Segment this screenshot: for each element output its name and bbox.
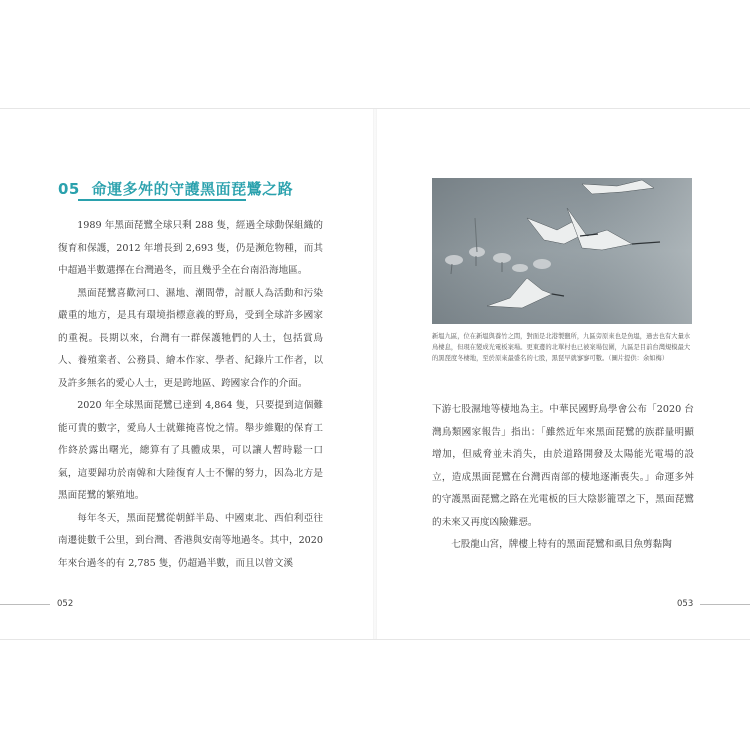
paragraph: 每年冬天，黑面琵鷺從朝鮮半島、中國東北、西伯利亞往南遷徙數千公里，到台灣、香港與安南等地過冬。其中，2020 年來台過冬的有 2,785 隻，仍超過半數，而且以曾文溪 — [58, 512, 323, 569]
left-body-text — [58, 215, 323, 575]
spoonbill-photo — [432, 178, 692, 324]
book-spread — [0, 108, 750, 640]
page-number-left: 052 — [57, 599, 74, 609]
right-body-text — [432, 399, 694, 557]
heading-underline — [78, 199, 246, 201]
paragraph: 七股龍山宮，牌樓上特有的黑面琵鷺和虱目魚剪黏陶 — [451, 539, 672, 550]
book-gutter — [373, 109, 377, 639]
paragraph: 1989 年黑面琵鷺全球只剩 288 隻，經過全球動保組織的復育和保護，2012 年增長到 2,693 隻，仍是瀕危物種，而其中超過半數選擇在台灣過冬，而且幾乎全在台南沿海地區。 — [58, 220, 323, 276]
paragraph: 下游七股濕地等棲地為主。中華民國野鳥學會公布「2020 台灣鳥類國家報告」指出：「雖然近年來黑面琵鷺的族群量明顯增加，但威脅並未消失，由於道路開發及太陽能光電場的設立，造成黑面琵鷺在台灣西南部的棲地逐漸喪失。」命運多舛的守護黑面琵鷺之路在光電板的巨大陰影籠罩之下，黑面琵鷺的未來又再度凶險難惡。 — [432, 404, 694, 528]
paragraph: 2020 年全球黑面琵鷺已達到 4,864 隻，只要提到這個難能可貴的數字，愛鳥人士就難掩喜悅之情。舉步維艱的保育工作終於露出曙光，總算有了具體成果，可以讓人暫時鬆一口氣，這要歸功於南韓和大陸復育人士不懈的努力，因為北方是黑面琵鷺的繁殖地。 — [58, 400, 323, 501]
chapter-heading — [58, 178, 293, 199]
folio-rule-right — [700, 604, 750, 605]
page-number-right: 053 — [677, 599, 694, 609]
chapter-number: 05 — [58, 180, 80, 198]
folio-rule-left — [0, 604, 50, 605]
paragraph: 黑面琵鷺喜歡河口、濕地、潮間帶，討厭人為活動和污染嚴重的地方，是具有環境指標意義的野鳥，受到全球許多國家的重視。長期以來，台灣有一群保護牠們的人士，包括賞鳥人、養殖業者、公務員、繪本作家、學者、紀錄片工作者，以及許多無名的愛心人士，更是跨地區、跨國家合作的介面。 — [58, 287, 323, 389]
photo-illustration — [432, 178, 692, 324]
chapter-title: 命運多舛的守護黑面琵鷺之路 — [91, 180, 294, 198]
photo-caption: 新塭九區，位在新塭與養竹之間，對面是北港製鹽所，九區旁原來也是魚塭，過去也有大量水鳥棲息，但現在變成光電板案場。更東邊的北單村也已被案場包圍，九區是目前台灣規模最大的黑琵度冬棲地，至於原來最盛名的七股，黑琵早就寥寥可數。（圖片提供：余如梅） — [432, 333, 691, 362]
